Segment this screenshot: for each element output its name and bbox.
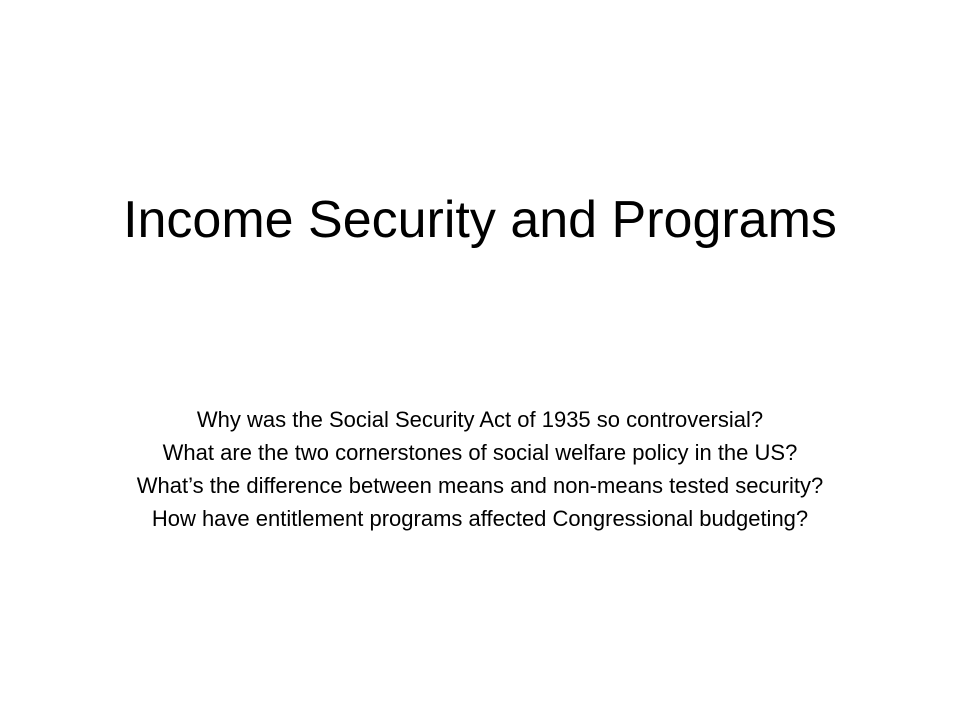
slide-title: Income Security and Programs <box>123 191 837 249</box>
question-list <box>130 408 830 540</box>
question-item: Why was the Social Security Act of 1935 so controversial? <box>196 407 764 432</box>
question-item: How have entitlement programs affected Congressional budgeting? <box>151 506 809 531</box>
question-item: What are the two cornerstones of social welfare policy in the US? <box>162 440 798 465</box>
question-item: What’s the difference between means and non-means tested security? <box>136 473 824 498</box>
